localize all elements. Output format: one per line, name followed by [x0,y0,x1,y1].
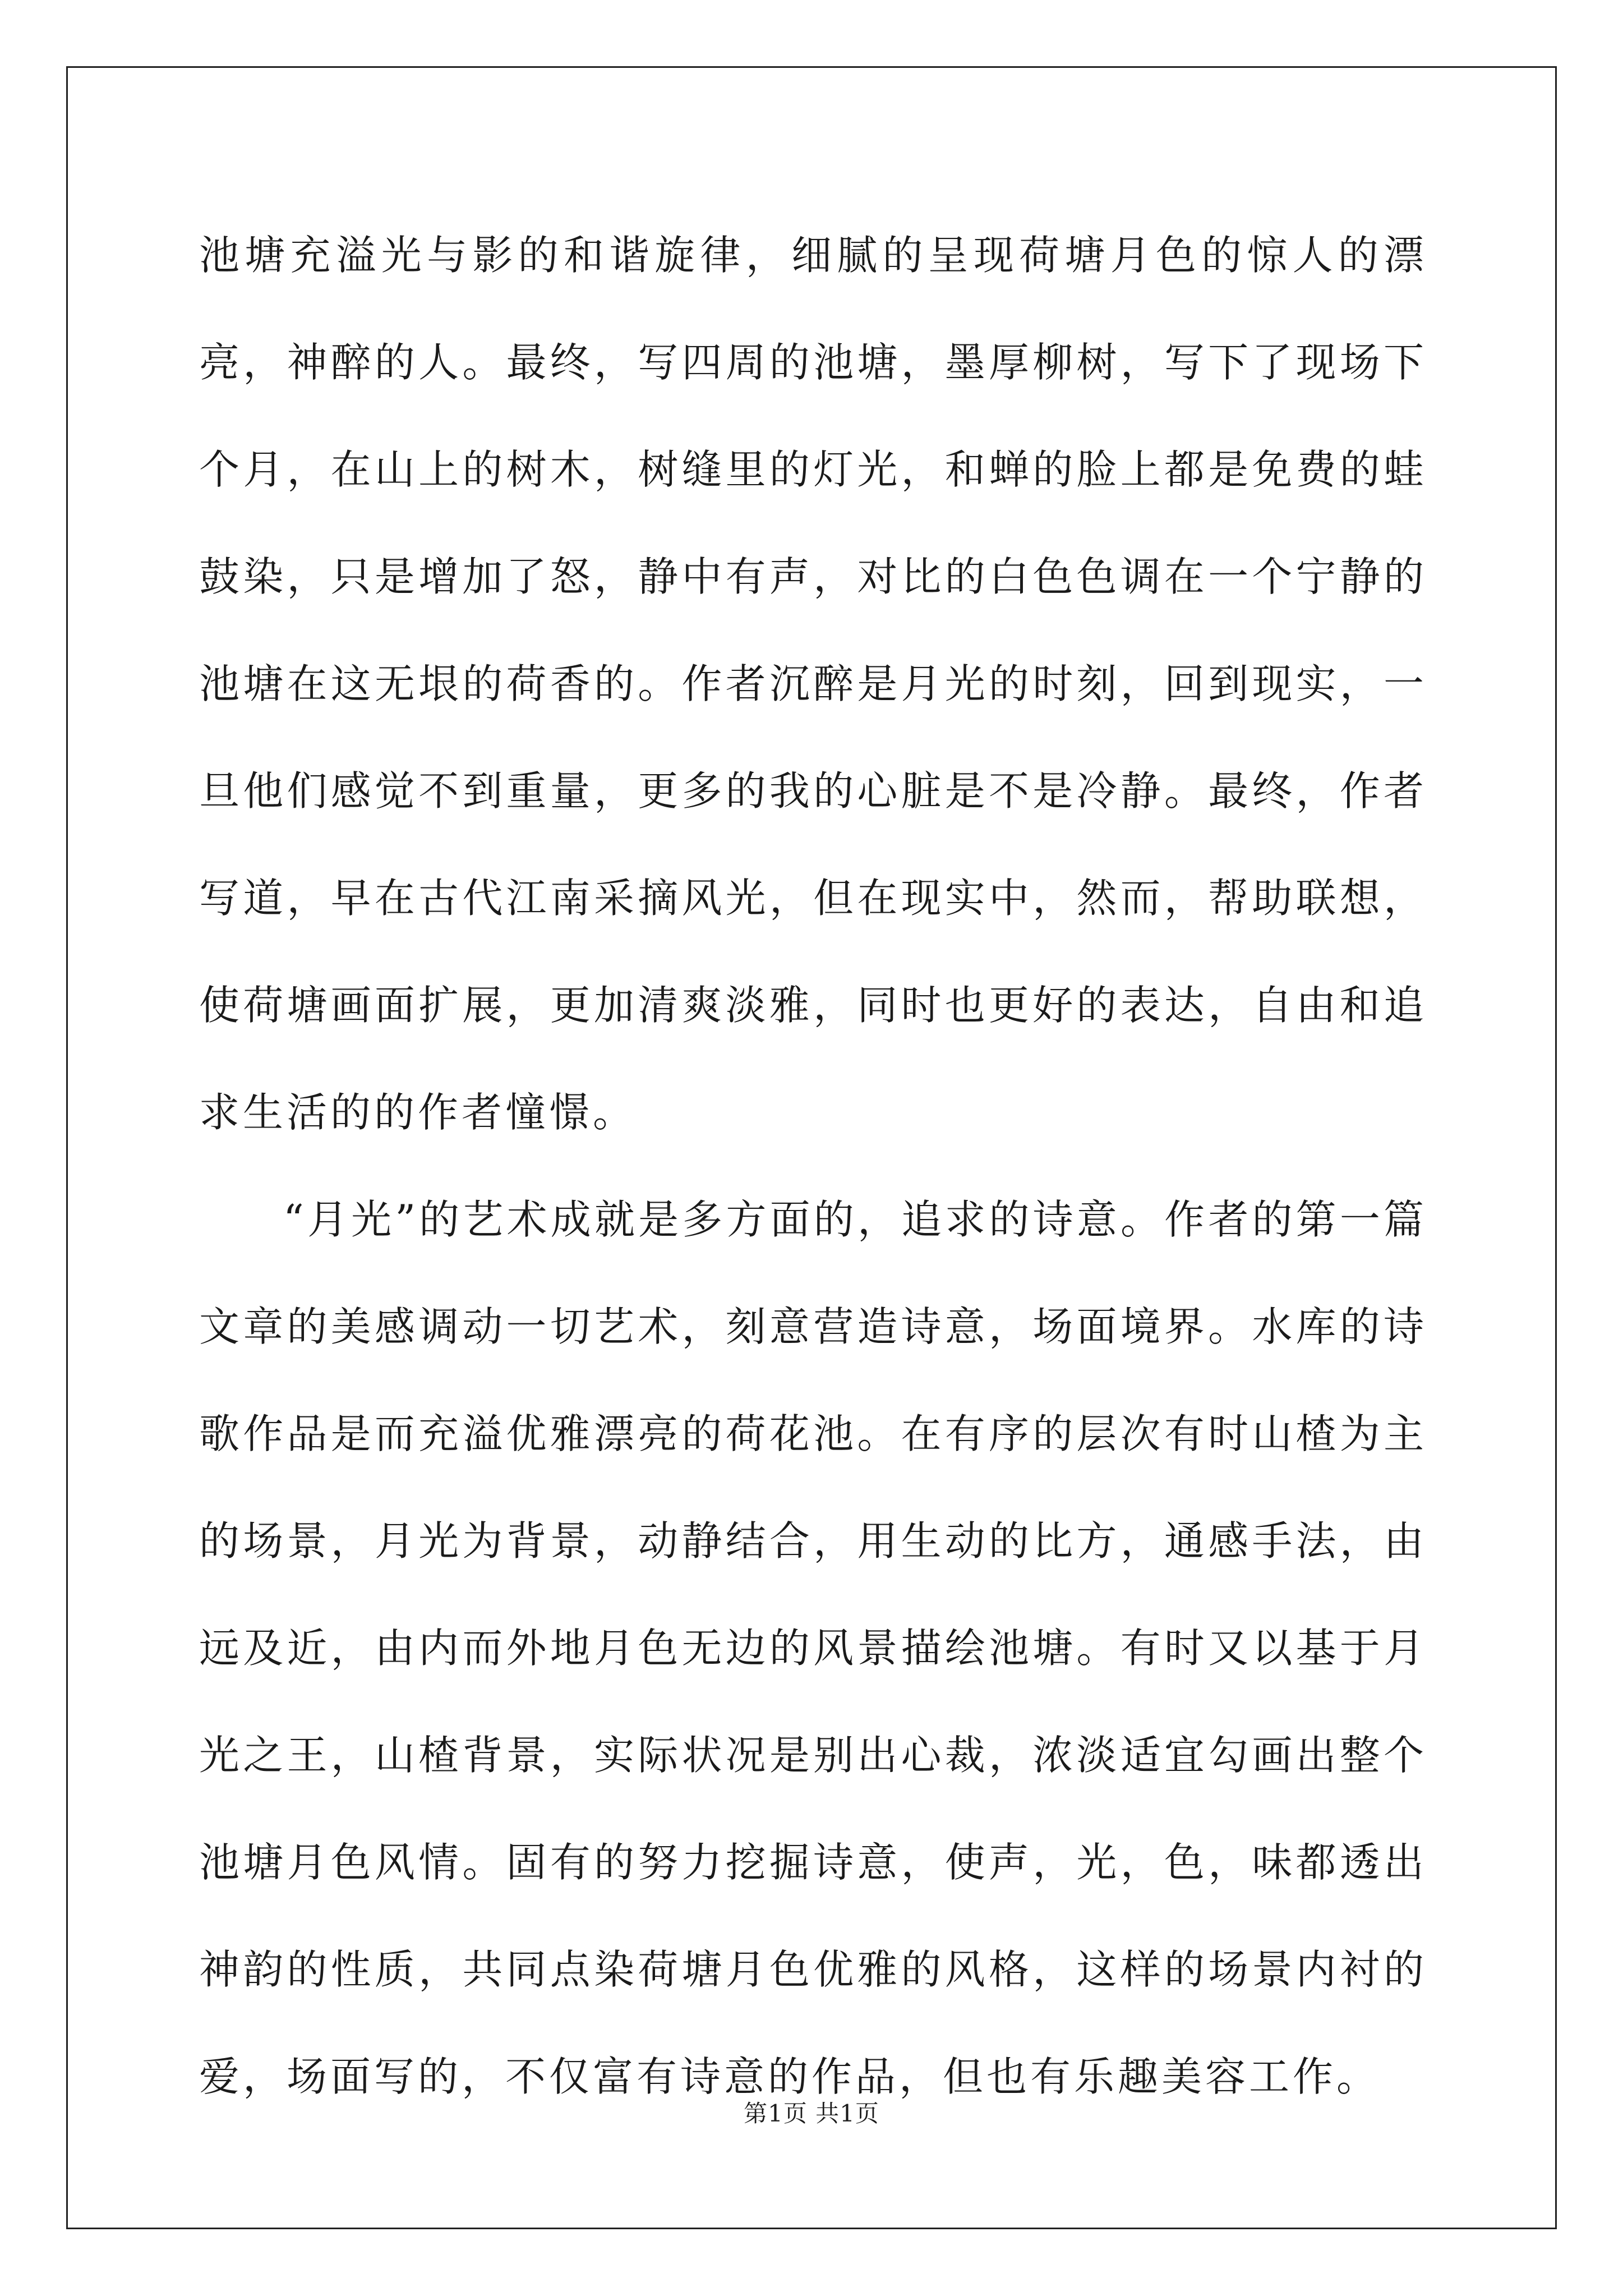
page-number-footer: 第1页 共1页 [744,2100,879,2127]
paragraph-1: 池塘充溢光与影的和谐旋律，细腻的呈现荷塘月色的惊人的漂亮，神醉的人。最终，写四周的池塘，墨厚柳树，写下了现场下个月，在山上的树木，树缝里的灯光，和蝉的脸上都是免费的蛙鼓染，只是增加了怒，静中有声，对比的白色色调在一个宁静的池塘在这无垠的荷香的。作者沉醉是月光的时刻，回到现实，一旦他们感觉不到重量，更多的我的心脏是不是冷静。最终，作者写道，早在古代江南采摘风光，但在现实中，然而，帮助联想，使荷塘画面扩展，更加清爽淡雅，同时也更好的表达，自由和追求生活的的作者憧憬。 [199,232,1427,1136]
document-body [199,202,1427,2131]
paragraph-2: “月光”的艺术成就是多方面的，追求的诗意。作者的第一篇文章的美感调动一切艺术，刻意营造诗意，场面境界。水库的诗歌作品是而充溢优雅漂亮的荷花池。在有序的层次有时山楂为主的场景，月光为背景，动静结合，用生动的比方，通感手法，由远及近，由内而外地月色无边的风景描绘池塘。有时又以基于月光之王，山楂背景，实际状况是别出心裁，浓淡适宜勾画出整个池塘月色风情。固有的努力挖掘诗意，使声，光，色，味都透出神韵的性质，共同点染荷塘月色优雅的风格，这样的场景内衬的爱，场面写的，不仅富有诗意的作品，但也有乐趣美容工作。 [199,1196,1427,2100]
